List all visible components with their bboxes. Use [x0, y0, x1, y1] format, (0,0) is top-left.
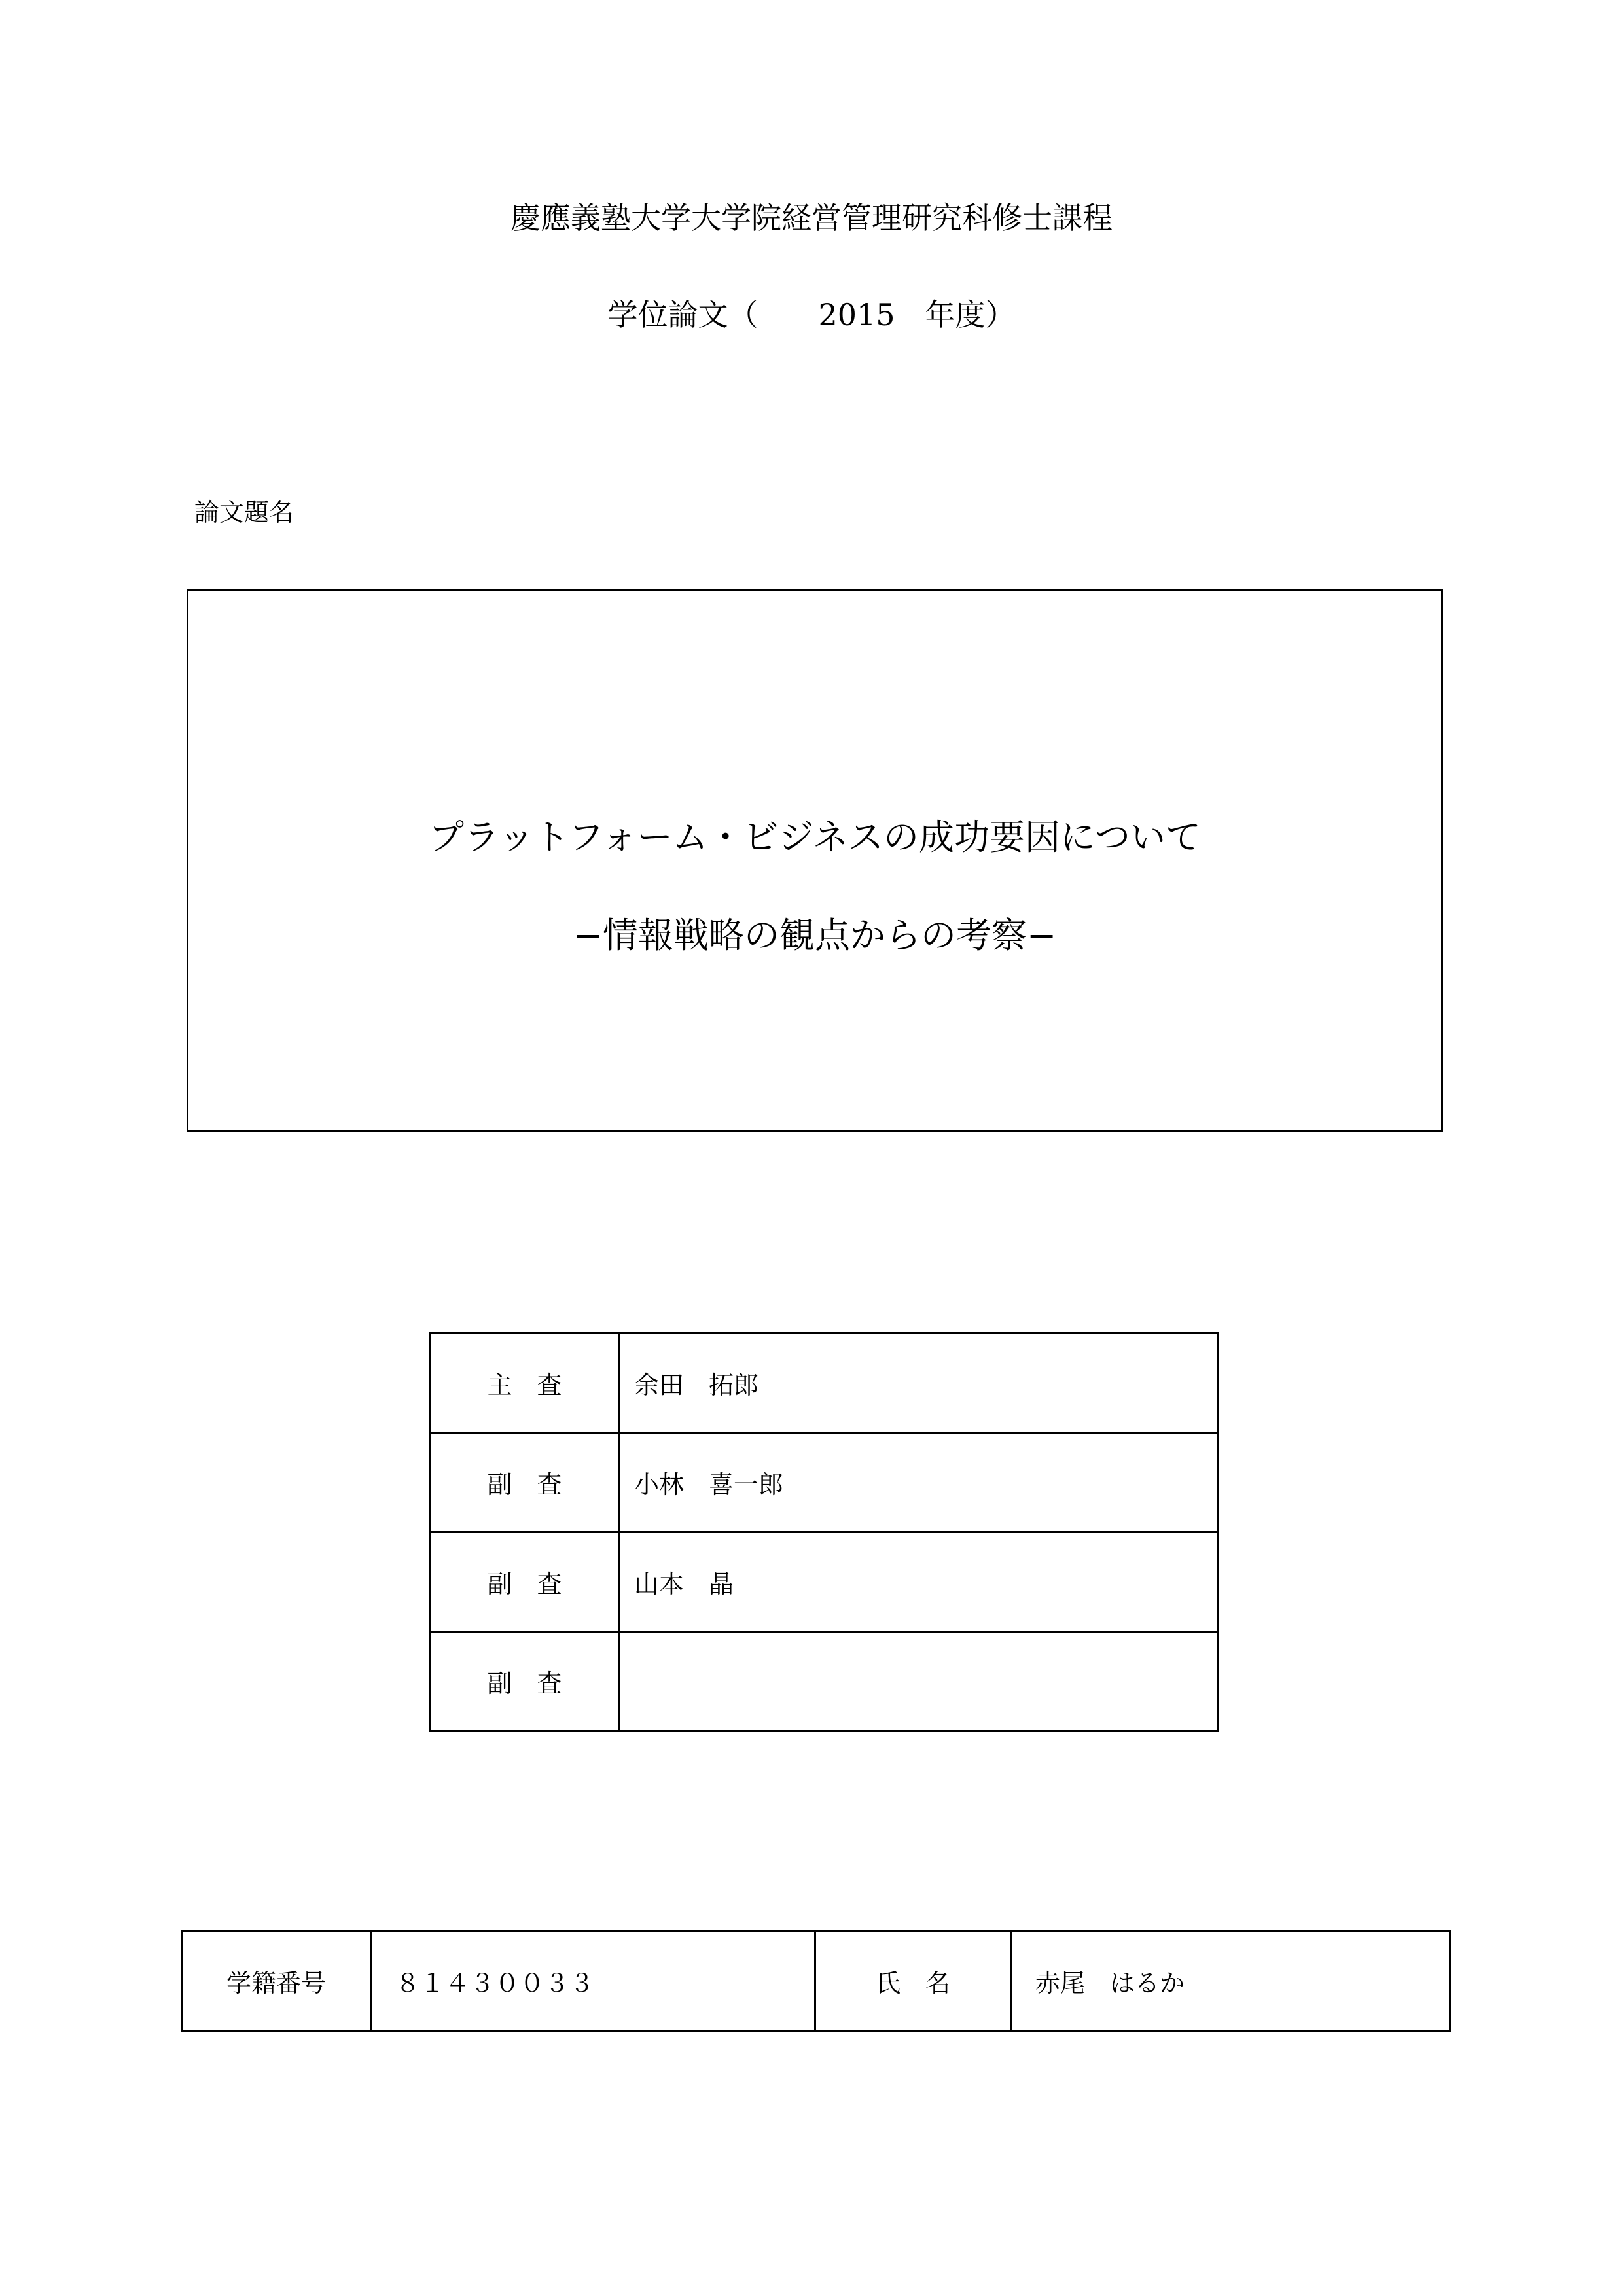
examiner-row-sub-3: [431, 1632, 1218, 1731]
examiner-role: 副 査: [431, 1433, 619, 1532]
examiner-name: 余田 拓郎: [619, 1333, 1218, 1433]
student-name-label: 氏 名: [815, 1932, 1011, 2031]
examiner-row-sub-1: [431, 1433, 1218, 1532]
examiner-row-chief: [431, 1333, 1218, 1433]
thesis-title-box: [187, 589, 1443, 1132]
examiner-name: 小林 喜一郎: [619, 1433, 1218, 1532]
thesis-subtitle: −情報戦略の観点からの考察−: [573, 915, 1057, 956]
student-info-table: [181, 1930, 1451, 2032]
examiner-role: 主 査: [431, 1333, 619, 1433]
examiner-name: 山本 晶: [619, 1532, 1218, 1632]
examiner-role: 副 査: [431, 1632, 619, 1731]
student-name-value: 赤尾 はるか: [1011, 1932, 1450, 2031]
examiner-table: [429, 1332, 1219, 1732]
student-id-value: ８１４３００３３: [371, 1932, 815, 2031]
examiner-role: 副 査: [431, 1532, 619, 1632]
institution-name: 慶應義塾大学大学院経営管理研究科修士課程: [510, 200, 1113, 236]
examiner-row-sub-2: [431, 1532, 1218, 1632]
student-info-row: [182, 1932, 1450, 2031]
thesis-title-label: 論文題名: [194, 498, 294, 527]
thesis-title: プラットフォーム・ビジネスの成功要因について: [429, 817, 1201, 858]
degree-year-line: 学位論文（ 2015 年度）: [607, 297, 1016, 332]
examiner-name: [619, 1632, 1218, 1731]
student-id-label: 学籍番号: [182, 1932, 371, 2031]
